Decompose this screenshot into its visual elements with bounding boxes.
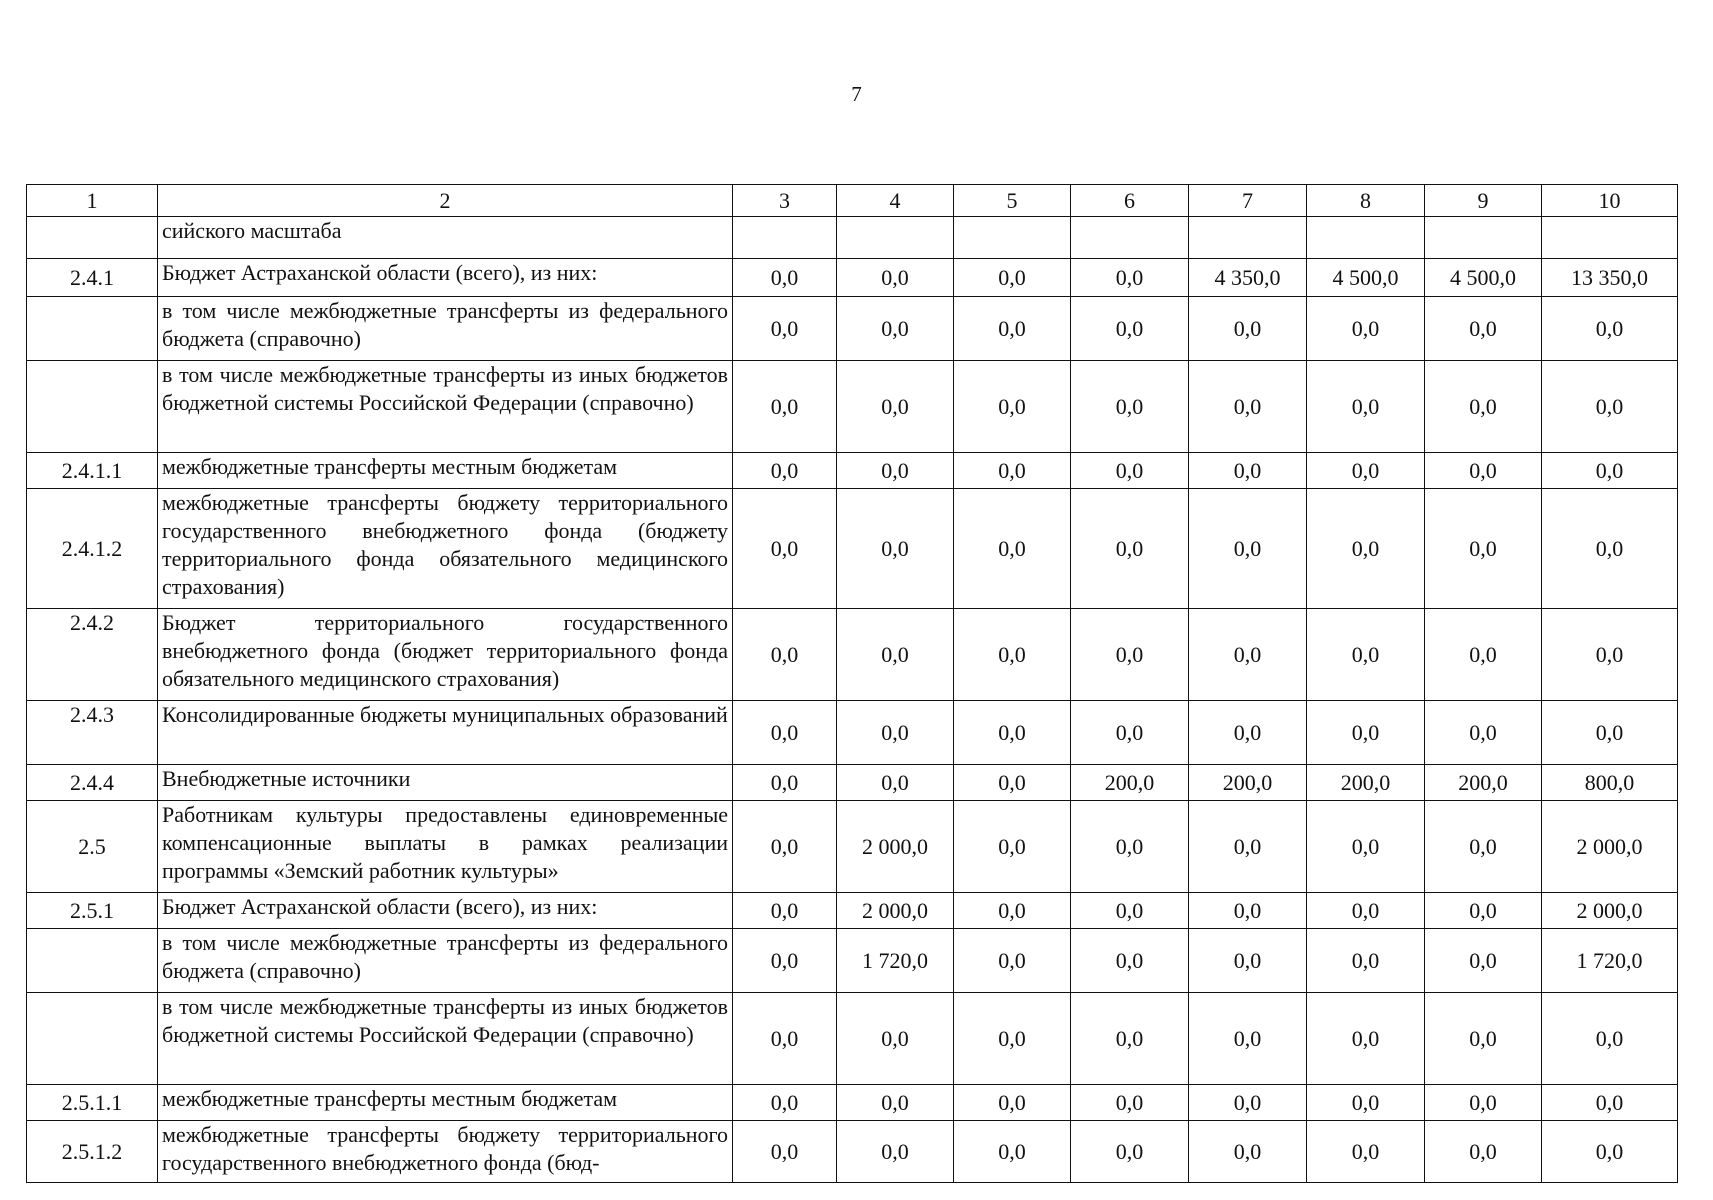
row-description: Консолидированные бюджеты муниципальных образований [158, 701, 733, 765]
value-cell: 0,0 [1307, 1121, 1425, 1183]
value-cell: 0,0 [954, 1121, 1071, 1183]
header-row [27, 185, 1678, 217]
value-cell: 0,0 [837, 701, 954, 765]
value-cell: 0,0 [1071, 609, 1189, 701]
value-cell: 4 500,0 [1307, 259, 1425, 297]
value-cell: 0,0 [1071, 993, 1189, 1085]
value-cell: 0,0 [1425, 993, 1542, 1085]
value-cell: 0,0 [1542, 361, 1678, 453]
row-code: 2.4.3 [27, 701, 158, 765]
value-cell: 0,0 [733, 297, 837, 361]
col-header: 1 [27, 185, 158, 217]
table-row [27, 893, 1678, 929]
col-header: 6 [1071, 185, 1189, 217]
row-description: Внебюджетные источники [158, 765, 733, 801]
value-cell: 2 000,0 [1542, 801, 1678, 893]
value-cell: 0,0 [1189, 893, 1307, 929]
row-code: 2.4.1 [27, 259, 158, 297]
row-code: 2.4.2 [27, 609, 158, 701]
value-cell: 0,0 [1071, 801, 1189, 893]
value-cell [954, 217, 1071, 259]
value-cell: 1 720,0 [1542, 929, 1678, 993]
value-cell: 0,0 [1542, 1121, 1678, 1183]
value-cell: 0,0 [837, 489, 954, 609]
row-code: 2.5 [27, 801, 158, 893]
value-cell: 0,0 [1307, 993, 1425, 1085]
value-cell: 0,0 [733, 701, 837, 765]
col-header: 7 [1189, 185, 1307, 217]
page-number: 7 [851, 82, 862, 106]
row-description: сийского масштаба [158, 217, 733, 259]
table-row [27, 993, 1678, 1085]
table-row [27, 765, 1678, 801]
value-cell: 0,0 [1071, 1085, 1189, 1121]
value-cell: 0,0 [837, 259, 954, 297]
value-cell: 0,0 [1071, 489, 1189, 609]
value-cell: 0,0 [733, 453, 837, 489]
value-cell: 0,0 [1307, 929, 1425, 993]
table-row [27, 701, 1678, 765]
value-cell: 13 350,0 [1542, 259, 1678, 297]
budget-table [26, 184, 1678, 1183]
value-cell: 0,0 [1542, 297, 1678, 361]
value-cell: 0,0 [837, 609, 954, 701]
table-row [27, 1085, 1678, 1121]
table-row [27, 217, 1678, 259]
row-code [27, 361, 158, 453]
value-cell: 0,0 [1542, 1085, 1678, 1121]
value-cell: 0,0 [837, 297, 954, 361]
value-cell [1307, 217, 1425, 259]
value-cell: 0,0 [1425, 801, 1542, 893]
value-cell: 0,0 [954, 297, 1071, 361]
value-cell: 0,0 [733, 765, 837, 801]
col-header: 10 [1542, 185, 1678, 217]
table-row [27, 609, 1678, 701]
value-cell: 0,0 [954, 929, 1071, 993]
value-cell [733, 217, 837, 259]
value-cell: 0,0 [1189, 297, 1307, 361]
value-cell: 0,0 [733, 1121, 837, 1183]
value-cell: 0,0 [1307, 701, 1425, 765]
value-cell: 0,0 [1425, 453, 1542, 489]
row-description: межбюджетные трансферты местным бюджетам [158, 1085, 733, 1121]
value-cell: 4 350,0 [1189, 259, 1307, 297]
value-cell: 0,0 [954, 893, 1071, 929]
value-cell: 0,0 [954, 1085, 1071, 1121]
value-cell: 0,0 [1307, 361, 1425, 453]
row-code: 2.4.1.1 [27, 453, 158, 489]
value-cell: 0,0 [1542, 453, 1678, 489]
value-cell: 0,0 [1189, 801, 1307, 893]
value-cell: 0,0 [1071, 1121, 1189, 1183]
value-cell: 0,0 [1425, 489, 1542, 609]
value-cell: 0,0 [1071, 297, 1189, 361]
value-cell: 0,0 [1071, 929, 1189, 993]
col-header: 9 [1425, 185, 1542, 217]
row-code: 2.5.1.2 [27, 1121, 158, 1183]
value-cell: 0,0 [837, 361, 954, 453]
value-cell: 0,0 [1542, 609, 1678, 701]
value-cell: 0,0 [954, 609, 1071, 701]
value-cell: 0,0 [1071, 701, 1189, 765]
value-cell: 0,0 [954, 701, 1071, 765]
value-cell: 0,0 [1307, 893, 1425, 929]
row-code [27, 297, 158, 361]
row-description: межбюджетные трансферты бюджету территориального государственного внебюджетного фонда (бюджету территориального фонда обязательного медицинского страхования) [158, 489, 733, 609]
value-cell [1189, 217, 1307, 259]
col-header: 2 [158, 185, 733, 217]
value-cell: 0,0 [1071, 259, 1189, 297]
value-cell: 0,0 [1189, 1121, 1307, 1183]
value-cell: 0,0 [733, 259, 837, 297]
value-cell: 0,0 [837, 1085, 954, 1121]
value-cell [837, 217, 954, 259]
value-cell: 0,0 [1307, 297, 1425, 361]
value-cell: 0,0 [1425, 297, 1542, 361]
col-header: 4 [837, 185, 954, 217]
table-row [27, 929, 1678, 993]
row-code [27, 929, 158, 993]
value-cell [1425, 217, 1542, 259]
value-cell: 0,0 [1307, 1085, 1425, 1121]
value-cell: 4 500,0 [1425, 259, 1542, 297]
value-cell: 0,0 [1542, 993, 1678, 1085]
row-code: 2.4.4 [27, 765, 158, 801]
value-cell: 2 000,0 [837, 801, 954, 893]
value-cell: 2 000,0 [1542, 893, 1678, 929]
value-cell: 0,0 [954, 489, 1071, 609]
value-cell: 0,0 [1425, 701, 1542, 765]
value-cell: 0,0 [1307, 489, 1425, 609]
value-cell: 0,0 [1307, 801, 1425, 893]
row-code: 2.5.1.1 [27, 1085, 158, 1121]
value-cell: 0,0 [837, 453, 954, 489]
value-cell: 1 720,0 [837, 929, 954, 993]
table-row [27, 361, 1678, 453]
value-cell: 200,0 [1307, 765, 1425, 801]
col-header: 8 [1307, 185, 1425, 217]
value-cell: 0,0 [837, 993, 954, 1085]
value-cell: 0,0 [837, 1121, 954, 1183]
value-cell: 0,0 [1189, 993, 1307, 1085]
value-cell: 0,0 [1071, 361, 1189, 453]
table-row [27, 453, 1678, 489]
value-cell: 0,0 [954, 801, 1071, 893]
value-cell: 800,0 [1542, 765, 1678, 801]
row-description: Бюджет Астраханской области (всего), из них: [158, 893, 733, 929]
value-cell: 0,0 [1542, 489, 1678, 609]
table-row [27, 489, 1678, 609]
value-cell: 0,0 [1425, 929, 1542, 993]
value-cell: 0,0 [733, 609, 837, 701]
value-cell: 0,0 [733, 929, 837, 993]
row-description: межбюджетные трансферты местным бюджетам [158, 453, 733, 489]
value-cell: 0,0 [1542, 701, 1678, 765]
table-row [27, 297, 1678, 361]
value-cell: 0,0 [1189, 929, 1307, 993]
value-cell: 0,0 [733, 1085, 837, 1121]
row-description: Бюджет территориального государственного внебюджетного фонда (бюджет территориального фонда обязательного медицинского страхования) [158, 609, 733, 701]
value-cell: 0,0 [1071, 453, 1189, 489]
table-row [27, 801, 1678, 893]
row-code [27, 993, 158, 1085]
row-description: в том числе межбюджетные трансферты из иных бюджетов бюджетной системы Российской Федерации (справочно) [158, 993, 733, 1085]
row-description: в том числе межбюджетные трансферты из федерального бюджета (справочно) [158, 929, 733, 993]
value-cell: 0,0 [733, 993, 837, 1085]
value-cell: 0,0 [1425, 1085, 1542, 1121]
value-cell: 0,0 [954, 259, 1071, 297]
value-cell: 0,0 [733, 361, 837, 453]
table-row [27, 259, 1678, 297]
row-code [27, 217, 158, 259]
value-cell: 0,0 [733, 489, 837, 609]
row-description: в том числе межбюджетные трансферты из федерального бюджета (справочно) [158, 297, 733, 361]
value-cell: 0,0 [954, 765, 1071, 801]
value-cell: 0,0 [954, 993, 1071, 1085]
value-cell: 0,0 [1425, 1121, 1542, 1183]
value-cell: 0,0 [1189, 609, 1307, 701]
value-cell: 0,0 [1189, 489, 1307, 609]
value-cell: 0,0 [954, 453, 1071, 489]
value-cell: 0,0 [1189, 1085, 1307, 1121]
value-cell: 0,0 [954, 361, 1071, 453]
row-code: 2.5.1 [27, 893, 158, 929]
value-cell: 0,0 [1425, 609, 1542, 701]
value-cell: 0,0 [1307, 453, 1425, 489]
value-cell: 0,0 [1425, 361, 1542, 453]
value-cell: 200,0 [1425, 765, 1542, 801]
value-cell: 0,0 [837, 765, 954, 801]
value-cell: 2 000,0 [837, 893, 954, 929]
row-code: 2.4.1.2 [27, 489, 158, 609]
table-body [27, 217, 1678, 1183]
value-cell [1071, 217, 1189, 259]
value-cell: 0,0 [1307, 609, 1425, 701]
row-description: Бюджет Астраханской области (всего), из них: [158, 259, 733, 297]
value-cell: 200,0 [1189, 765, 1307, 801]
row-description: Работникам культуры предоставлены единовременные компенсационные выплаты в рамках реализации программы «Земский работник культуры» [158, 801, 733, 893]
value-cell: 0,0 [733, 801, 837, 893]
value-cell: 0,0 [1189, 361, 1307, 453]
table-row [27, 1121, 1678, 1183]
value-cell: 200,0 [1071, 765, 1189, 801]
row-description: в том числе межбюджетные трансферты из иных бюджетов бюджетной системы Российской Федерации (справочно) [158, 361, 733, 453]
value-cell: 0,0 [1189, 453, 1307, 489]
col-header: 3 [733, 185, 837, 217]
value-cell: 0,0 [1071, 893, 1189, 929]
row-description: межбюджетные трансферты бюджету территориального государственного внебюджетного фонда (бюд- [158, 1121, 733, 1183]
col-header: 5 [954, 185, 1071, 217]
value-cell: 0,0 [1425, 893, 1542, 929]
value-cell [1542, 217, 1678, 259]
value-cell: 0,0 [733, 893, 837, 929]
value-cell: 0,0 [1189, 701, 1307, 765]
